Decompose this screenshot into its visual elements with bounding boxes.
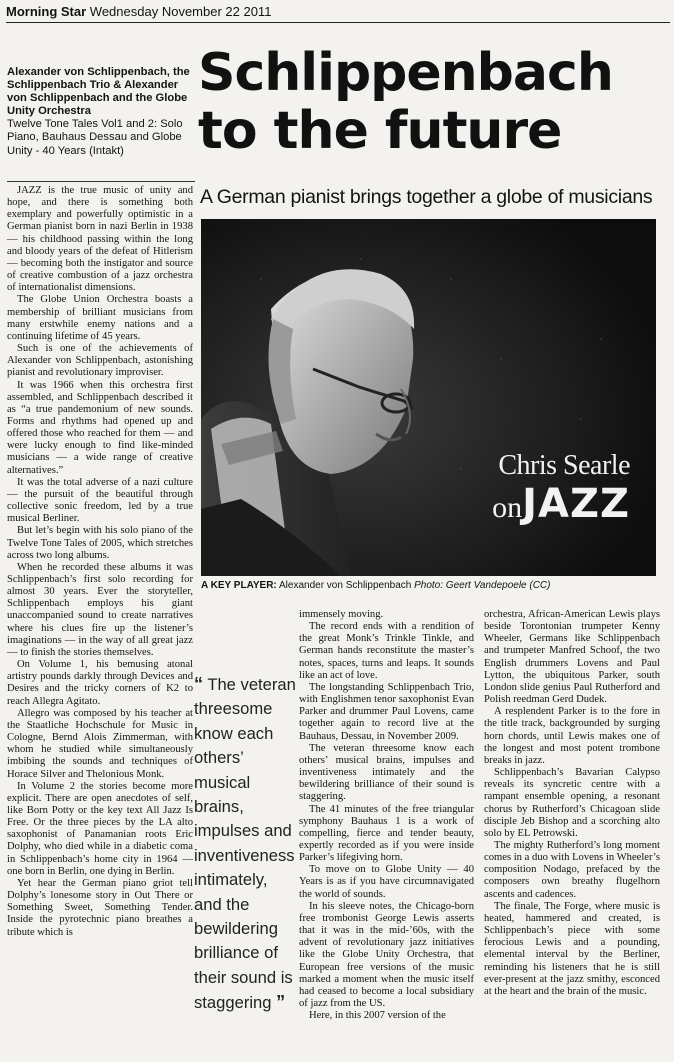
pull-quote-text: The veteran threesome know each others’ musical brains, impulses and inventiveness intimately, and the bewildering brilliance of their sound is staggering: [194, 675, 296, 1013]
article-photo: [201, 219, 656, 576]
paragraph: JAZZ is the true music of unity and hope, and there is something both exemplary and powerfully optimistic in a German pianist born in nazi Berlin in 1938 — his childhood passing within the long and bloody years of the defeat of Hitlerism — becoming both the instigator and source of creative combustion of a jazz orchestra of internationalist dimensions.: [7, 185, 193, 294]
pull-quote: [194, 672, 298, 1016]
paragraph: In his sleeve notes, the Chicago-born free trombonist George Lewis asserts that it was in the mid-’60s, with the advent of revolutionary jazz initiatives like the Globe Unity Orchestra, that European free versions of the music marked a moment when the music itself had ceased to become a local subsidiary of jazz from the US.: [299, 900, 474, 1009]
byline-author: Chris Searle: [498, 450, 630, 481]
paragraph: immensely moving.: [299, 609, 384, 620]
article-column-3: [484, 609, 660, 998]
paragraph: The finale, The Forge, where music is heated, hammered and created, is Schlippenbach’s piece with some ferocious Lewis and a pounding, elemental interval by the Berliner, reminding his listeners that he is still ever-present at the jazz smithy, esconced at the heart and the brain of the music.: [484, 900, 660, 997]
paragraph: The veteran threesome know each others’ musical brains, impulses and inventiveness intimately and the bewildering brilliance of their sound is staggering.: [299, 742, 474, 803]
credits-releases: Twelve Tone Tales Vol1 and 2: Solo Piano, Bauhaus Dessau and Globe Unity - 40 Years (Intakt): [7, 118, 183, 157]
byline-on: on: [492, 491, 523, 524]
byline-topic: JAZZ: [522, 481, 630, 527]
caption-text: Alexander von Schlippenbach: [279, 580, 412, 591]
pull-quote-open: “: [194, 674, 203, 694]
photo-credit: Photo: Geert Vandepoele (CC): [414, 580, 551, 591]
release-credits: [7, 66, 195, 158]
paragraph: The Globe Union Orchestra boasts a membership of brilliant musicians from many erstwhile enemy nations and a continuing lifetime of 45 years.: [7, 294, 193, 342]
paragraph: Schlippenbach’s Bavarian Calypso reveals its syncretic centre with a rampant ensemble opening, a resonant chorus by Rutherford’s Chicagoan slide disciple Jeb Bishop and a scorching alto solo by EL Petrowski.: [484, 767, 660, 839]
paragraph: orchestra, African-American Lewis plays beside Torontonian trumpeter Kenny Wheeler, Germans like Schlippenbach and trumpeter Manfred Schoof, the two English drummers Lovens and Paul Lytton, the ubiquitous Parker, south London slide genius Paul Rutherford and Polish reedman Gerd Dudek.: [484, 609, 660, 706]
paragraph: A resplendent Parker is to the fore in the title track, backgrounded by surging horn chords, until Lewis makes one of the longest and most potent trombone breaks in jazz.: [484, 706, 660, 766]
paper-name: Morning Star: [6, 4, 87, 19]
headline: [198, 44, 668, 160]
paragraph: The longstanding Schlippenbach Trio, with Englishmen tenor saxophonist Evan Parker and drummer Paul Lovens, came together again to record live at the Bauhaus, Dessau, in November 2009.: [299, 681, 474, 742]
paragraph: On Volume 1, his bemusing atonal artistry pounds darkly through Devices and Desires and the tricky corners of K2 to reach Allegra Agitato.: [7, 659, 193, 707]
masthead: [6, 4, 670, 23]
paragraph: It was the total adverse of a nazi culture — the pursuit of the beautiful through collective sonic freedom, led by a true musical Berliner.: [7, 476, 193, 525]
paragraph: But let’s begin with his solo piano of the Twelve Tone Tales of 2005, which stretches across two long albums.: [7, 525, 193, 561]
issue-date: Wednesday November 22 2011: [89, 4, 272, 19]
paragraph: It was 1966 when this orchestra first assembled, and Schlippenbach described it as “a true pandemonium of new sounds. Forms and rhythms had opened up and offered those who reached for them — and were lucky enough to find like-minded musicians — a wide range of creative alternatives.”: [7, 379, 193, 476]
paragraph: Allegro was composed by his teacher at the Staatliche Hochschule for Music in Cologne, Bernd Alois Zimmerman, with whom he studied while simultaneously imbibing the sounds and techniques of Horace Silver and Thelonious Monk.: [7, 707, 193, 780]
paragraph: Such is one of the achievements of Alexander von Schlippenbach, astonishing pianist and revolutionary improviser.: [7, 343, 193, 379]
paragraph: Here, in this 2007 version of the: [309, 1010, 446, 1022]
credits-artists: Alexander von Schlippenbach, the Schlippenbach Trio & Alexander von Schlippenbach and the Globe Unity Orchestra: [7, 66, 190, 118]
byline: [492, 451, 630, 527]
pull-quote-close: ”: [276, 992, 286, 1013]
headline-line-1: Schlippenbach: [198, 43, 613, 103]
paragraph: In Volume 2 the stories become more explicit. There are open anecdotes of self, like Born Potty or the key text All Jazz Is Free. Or the three pieces by the LA alto saxophonist of Panamanian roots Eric Dolphy, who died while in a diabetic coma in Schlippenbach’s home city in 1964 — one born in Berlin, one dying in Berlin.: [7, 780, 193, 877]
paragraph: When he recorded these albums it was Schlippenbach’s first solo recording for almost 30 years. Ever the storyteller, Schlippenbach employs his giant unaccompanied sound to create narratives where his clues fire up the listener’s imaginations — in the way of all great jazz — to finish the stories themselves.: [7, 561, 193, 658]
paragraph: The 41 minutes of the free triangular symphony Bauhaus 1 is a work of compelling, fierce and tender beauty, expertly recorded as if you were inside Parker’s lifegiving horn.: [299, 803, 474, 864]
paragraph: Yet hear the German piano griot tell Dolphy’s lonesome story in Out There or Something Sweet, Something Tender. Inside the pyrotechnic piano breathes a tribute which is: [7, 877, 193, 938]
paragraph: The mighty Rutherford’s long moment comes in a duo with Lovens in Wheeler’s composition Nodago, prefaced by the composers own breathy flugelhorn ascents and cadences.: [484, 839, 660, 900]
standfirst: A German pianist brings together a globe of musicians: [200, 186, 653, 208]
article-column-1: [7, 185, 193, 939]
article-column-2: [299, 609, 474, 1022]
caption-label: A KEY PLAYER:: [201, 580, 277, 591]
credits-divider: [7, 181, 195, 182]
photo-caption: [201, 580, 671, 591]
paragraph: The record ends with a rendition of the great Monk’s Trinkle Tinkle, and German hands reconstitute the master’s notes, spaces, turns and leaps. It sounds like an act of love.: [299, 621, 474, 681]
headline-line-2: to the future: [198, 101, 562, 161]
paragraph: To move on to Globe Unity — 40 Years is as if you have circumnavigated the world of sounds.: [299, 864, 474, 900]
